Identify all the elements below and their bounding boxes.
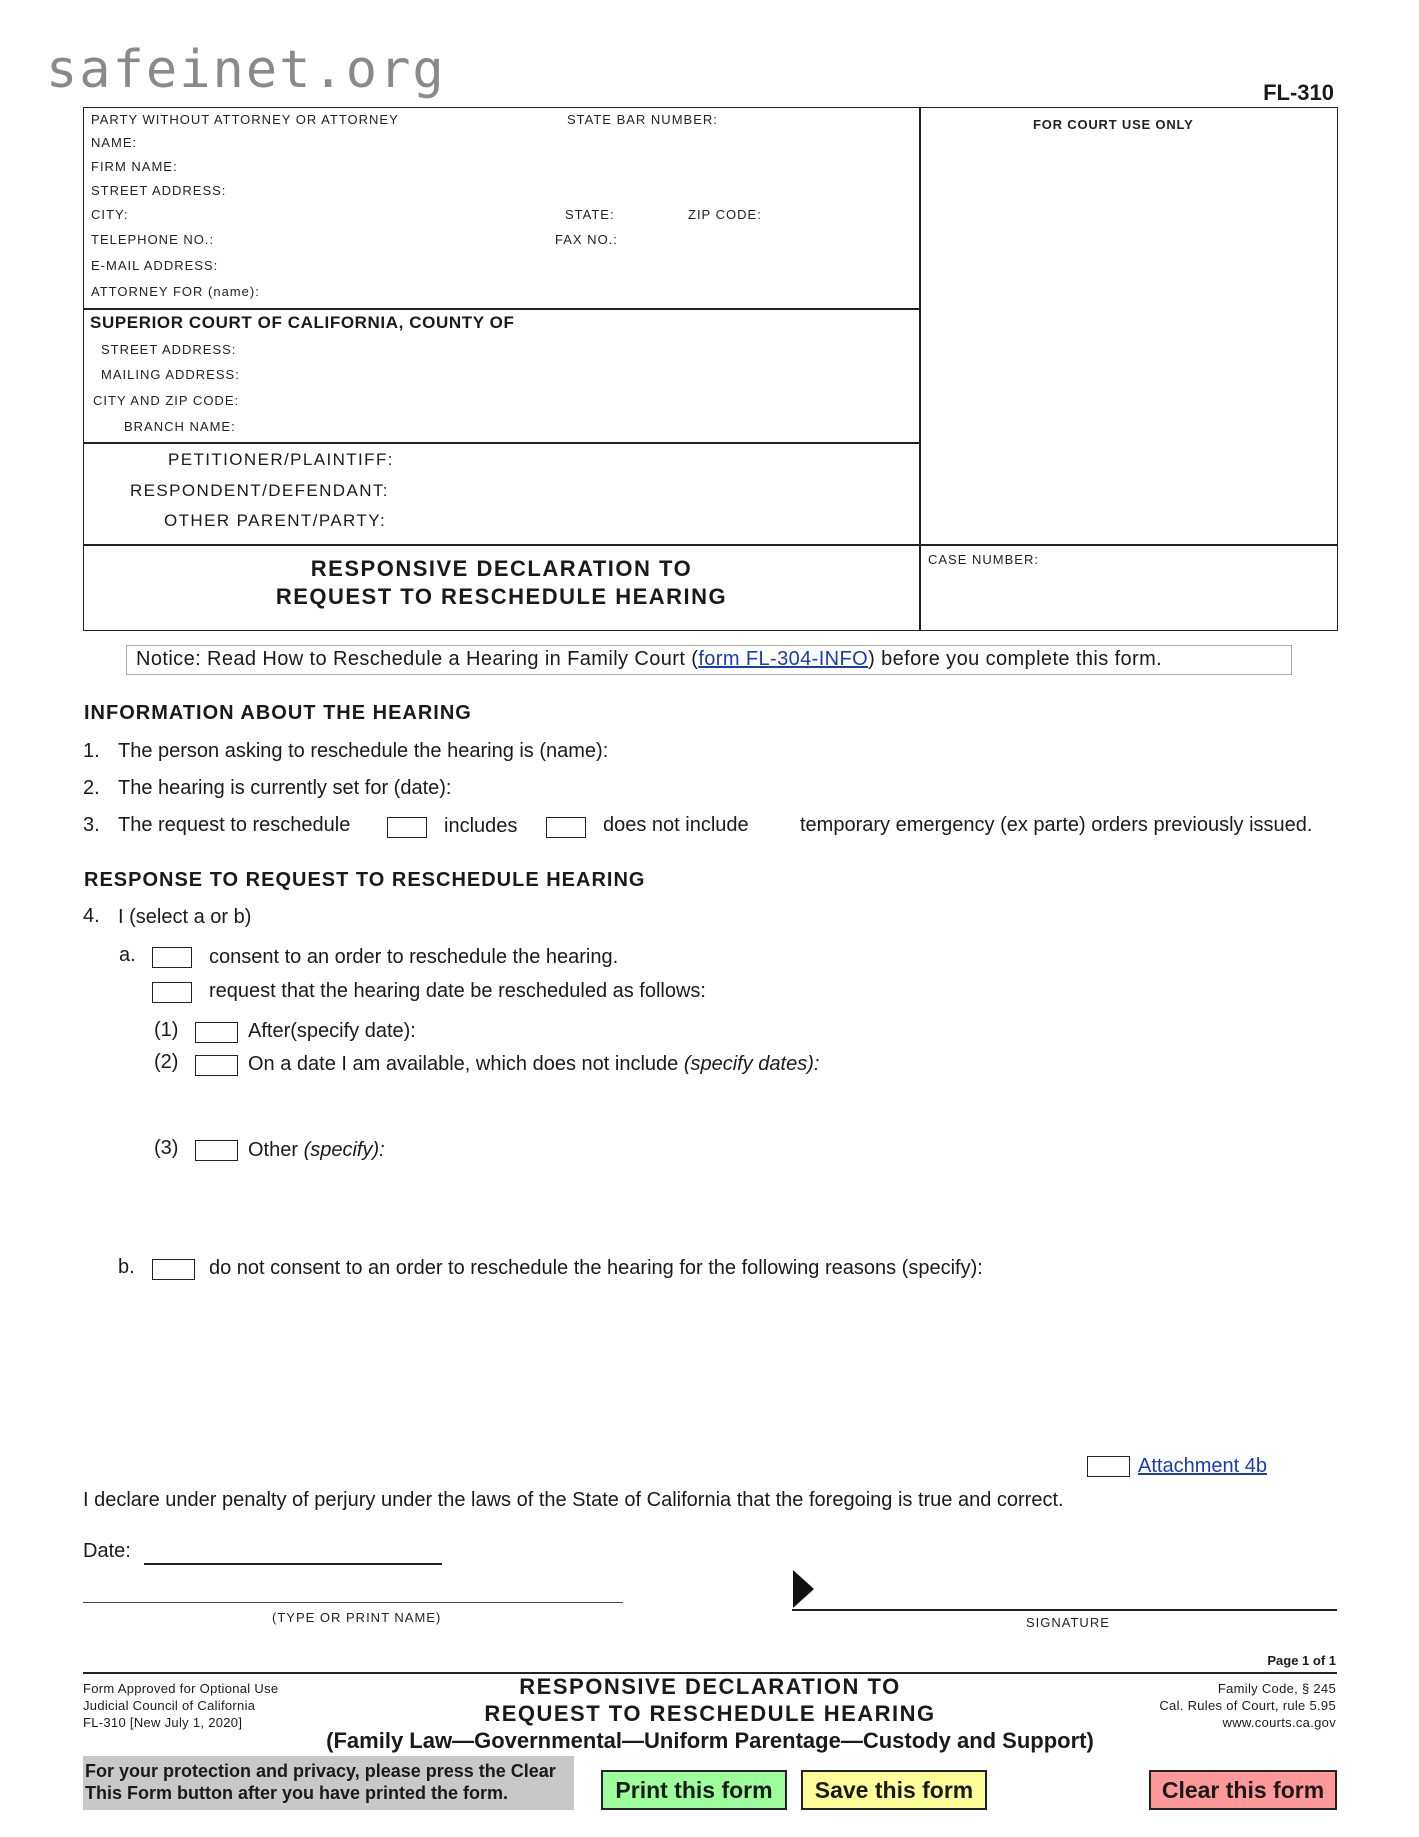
- available-date-main: On a date I am available, which does not include: [248, 1053, 684, 1075]
- other-text: [248, 1139, 385, 1162]
- item1-num: 1.: [83, 740, 100, 762]
- footer-right: [1159, 1680, 1336, 1731]
- street-label: STREET ADDRESS:: [91, 183, 227, 198]
- notice-before: Notice: Read How to Reschedule a Hearing in Family Court (: [136, 648, 699, 670]
- available-date-italic: (specify dates):: [683, 1053, 820, 1075]
- email-label: E-MAIL ADDRESS:: [91, 258, 219, 273]
- signature-arrow-icon: [793, 1570, 814, 1608]
- state-label: STATE:: [565, 207, 615, 222]
- privacy-line2: This Form button after you have printed the form.: [85, 1783, 509, 1803]
- page-label: Page 1 of 1: [1267, 1653, 1336, 1668]
- date-line[interactable]: [144, 1563, 442, 1565]
- name-label: NAME:: [91, 135, 138, 150]
- footer-right-3: www.courts.ca.gov: [1222, 1715, 1336, 1730]
- request-reschedule-checkbox[interactable]: [152, 982, 192, 1003]
- item2-text: The hearing is currently set for (date):: [118, 777, 452, 799]
- rule-court: [83, 442, 920, 444]
- signature-line[interactable]: [792, 1609, 1337, 1611]
- zip-label: ZIP CODE:: [688, 207, 762, 222]
- do-not-consent-text: do not consent to an order to reschedule the hearing for the following reasons (specify):: [209, 1257, 983, 1279]
- other-party-label: OTHER PARENT/PARTY:: [164, 511, 387, 530]
- consent-text: consent to an order to reschedule the hearing.: [209, 946, 619, 968]
- bar-number-label: STATE BAR NUMBER:: [567, 112, 718, 127]
- do-not-consent-checkbox[interactable]: [152, 1259, 195, 1280]
- form-number: FL-310: [1263, 80, 1334, 105]
- other-checkbox[interactable]: [195, 1140, 238, 1161]
- after-date-checkbox[interactable]: [195, 1022, 238, 1043]
- privacy-line1: For your protection and privacy, please press the Clear: [85, 1761, 556, 1781]
- attachment-checkbox[interactable]: [1087, 1456, 1130, 1477]
- court-title: SUPERIOR COURT OF CALIFORNIA, COUNTY OF: [90, 313, 515, 332]
- declaration-text: I declare under penalty of perjury under the laws of the State of California that the foregoing is true and correct.: [83, 1489, 1064, 1511]
- footer-title-2: REQUEST TO RESCHEDULE HEARING: [484, 1701, 936, 1726]
- court-use-only: FOR COURT USE ONLY: [1033, 117, 1194, 132]
- fax-label: FAX NO.:: [555, 232, 618, 247]
- form-title-line1: RESPONSIVE DECLARATION TO: [310, 556, 693, 581]
- phone-label: TELEPHONE NO.:: [91, 232, 215, 247]
- form-title-line2: REQUEST TO RESCHEDULE HEARING: [275, 584, 728, 609]
- includes-label: includes: [444, 815, 518, 837]
- rule-attorney: [83, 308, 920, 310]
- party-label: PARTY WITHOUT ATTORNEY OR ATTORNEY: [91, 112, 399, 127]
- notice-after: ) before you complete this form.: [868, 648, 1163, 670]
- item4-num: 4.: [83, 905, 100, 927]
- footer-title: [300, 1673, 1120, 1755]
- after-date-text: After(specify date):: [248, 1020, 416, 1042]
- section-response: RESPONSE TO REQUEST TO RESCHEDULE HEARING: [84, 869, 646, 891]
- consent-checkbox[interactable]: [152, 947, 192, 968]
- petitioner-label: PETITIONER/PLAINTIFF:: [168, 450, 394, 469]
- print-button[interactable]: Print this form: [601, 1770, 787, 1810]
- item3-num: 3.: [83, 814, 100, 836]
- caption-box: [83, 107, 1338, 631]
- footer-left: [83, 1680, 278, 1731]
- attachment-link[interactable]: Attachment 4b: [1138, 1455, 1267, 1477]
- does-not-include-label: does not include: [603, 814, 749, 836]
- other-italic: (specify):: [303, 1139, 385, 1161]
- notice-text: [136, 648, 1162, 671]
- rule-title: [83, 544, 1337, 546]
- item4b-label: b.: [118, 1256, 135, 1278]
- section-hearing-info: INFORMATION ABOUT THE HEARING: [84, 702, 472, 724]
- signature-label: SIGNATURE: [1026, 1615, 1110, 1630]
- case-number-label: CASE NUMBER:: [928, 552, 1039, 567]
- form-title: [83, 555, 920, 611]
- item3-text: The request to reschedule: [118, 814, 351, 836]
- does-not-include-checkbox[interactable]: [546, 817, 586, 838]
- attorney-for-label: ATTORNEY FOR (name):: [91, 284, 260, 299]
- city-label: CITY:: [91, 207, 129, 222]
- court-city-zip-label: CITY AND ZIP CODE:: [93, 393, 240, 408]
- firm-label: FIRM NAME:: [91, 159, 178, 174]
- privacy-notice: [83, 1756, 574, 1810]
- footer-left-3: FL-310 [New July 1, 2020]: [83, 1715, 243, 1730]
- sub2-num: (2): [154, 1051, 179, 1073]
- includes-checkbox[interactable]: [387, 817, 427, 838]
- sub3-num: (3): [154, 1137, 179, 1159]
- item3-tail: temporary emergency (ex parte) orders previously issued.: [800, 814, 1313, 836]
- court-street-label: STREET ADDRESS:: [101, 342, 237, 357]
- name-line[interactable]: [83, 1602, 623, 1603]
- footer-left-2: Judicial Council of California: [83, 1698, 256, 1713]
- footer-title-3: (Family Law—Governmental—Uniform Parentage—Custody and Support): [326, 1728, 1094, 1753]
- clear-button[interactable]: Clear this form: [1149, 1770, 1337, 1810]
- available-date-text: [248, 1053, 819, 1076]
- date-label: Date:: [83, 1540, 131, 1562]
- notice-link[interactable]: form FL-304-INFO: [698, 648, 869, 670]
- available-date-checkbox[interactable]: [195, 1055, 238, 1076]
- other-main: Other: [248, 1139, 304, 1161]
- court-branch-label: BRANCH NAME:: [124, 419, 236, 434]
- item1-text: The person asking to reschedule the hearing is (name):: [118, 740, 609, 762]
- save-button[interactable]: Save this form: [801, 1770, 987, 1810]
- sub1-num: (1): [154, 1019, 179, 1041]
- item2-num: 2.: [83, 777, 100, 799]
- watermark: safeinet.org: [46, 40, 446, 100]
- footer-title-1: RESPONSIVE DECLARATION TO: [519, 1674, 901, 1699]
- footer-left-1: Form Approved for Optional Use: [83, 1681, 279, 1696]
- respondent-label: RESPONDENT/DEFENDANT:: [130, 481, 389, 500]
- footer-right-2: Cal. Rules of Court, rule 5.95: [1159, 1698, 1336, 1713]
- item4a-label: a.: [119, 944, 136, 966]
- item4-text: I (select a or b): [118, 906, 252, 928]
- footer-right-1: Family Code, § 245: [1217, 1681, 1336, 1696]
- request-reschedule-text: request that the hearing date be rescheduled as follows:: [209, 980, 706, 1002]
- type-name-label: (TYPE OR PRINT NAME): [272, 1610, 442, 1625]
- caption-divider: [919, 107, 921, 631]
- court-mailing-label: MAILING ADDRESS:: [101, 367, 240, 382]
